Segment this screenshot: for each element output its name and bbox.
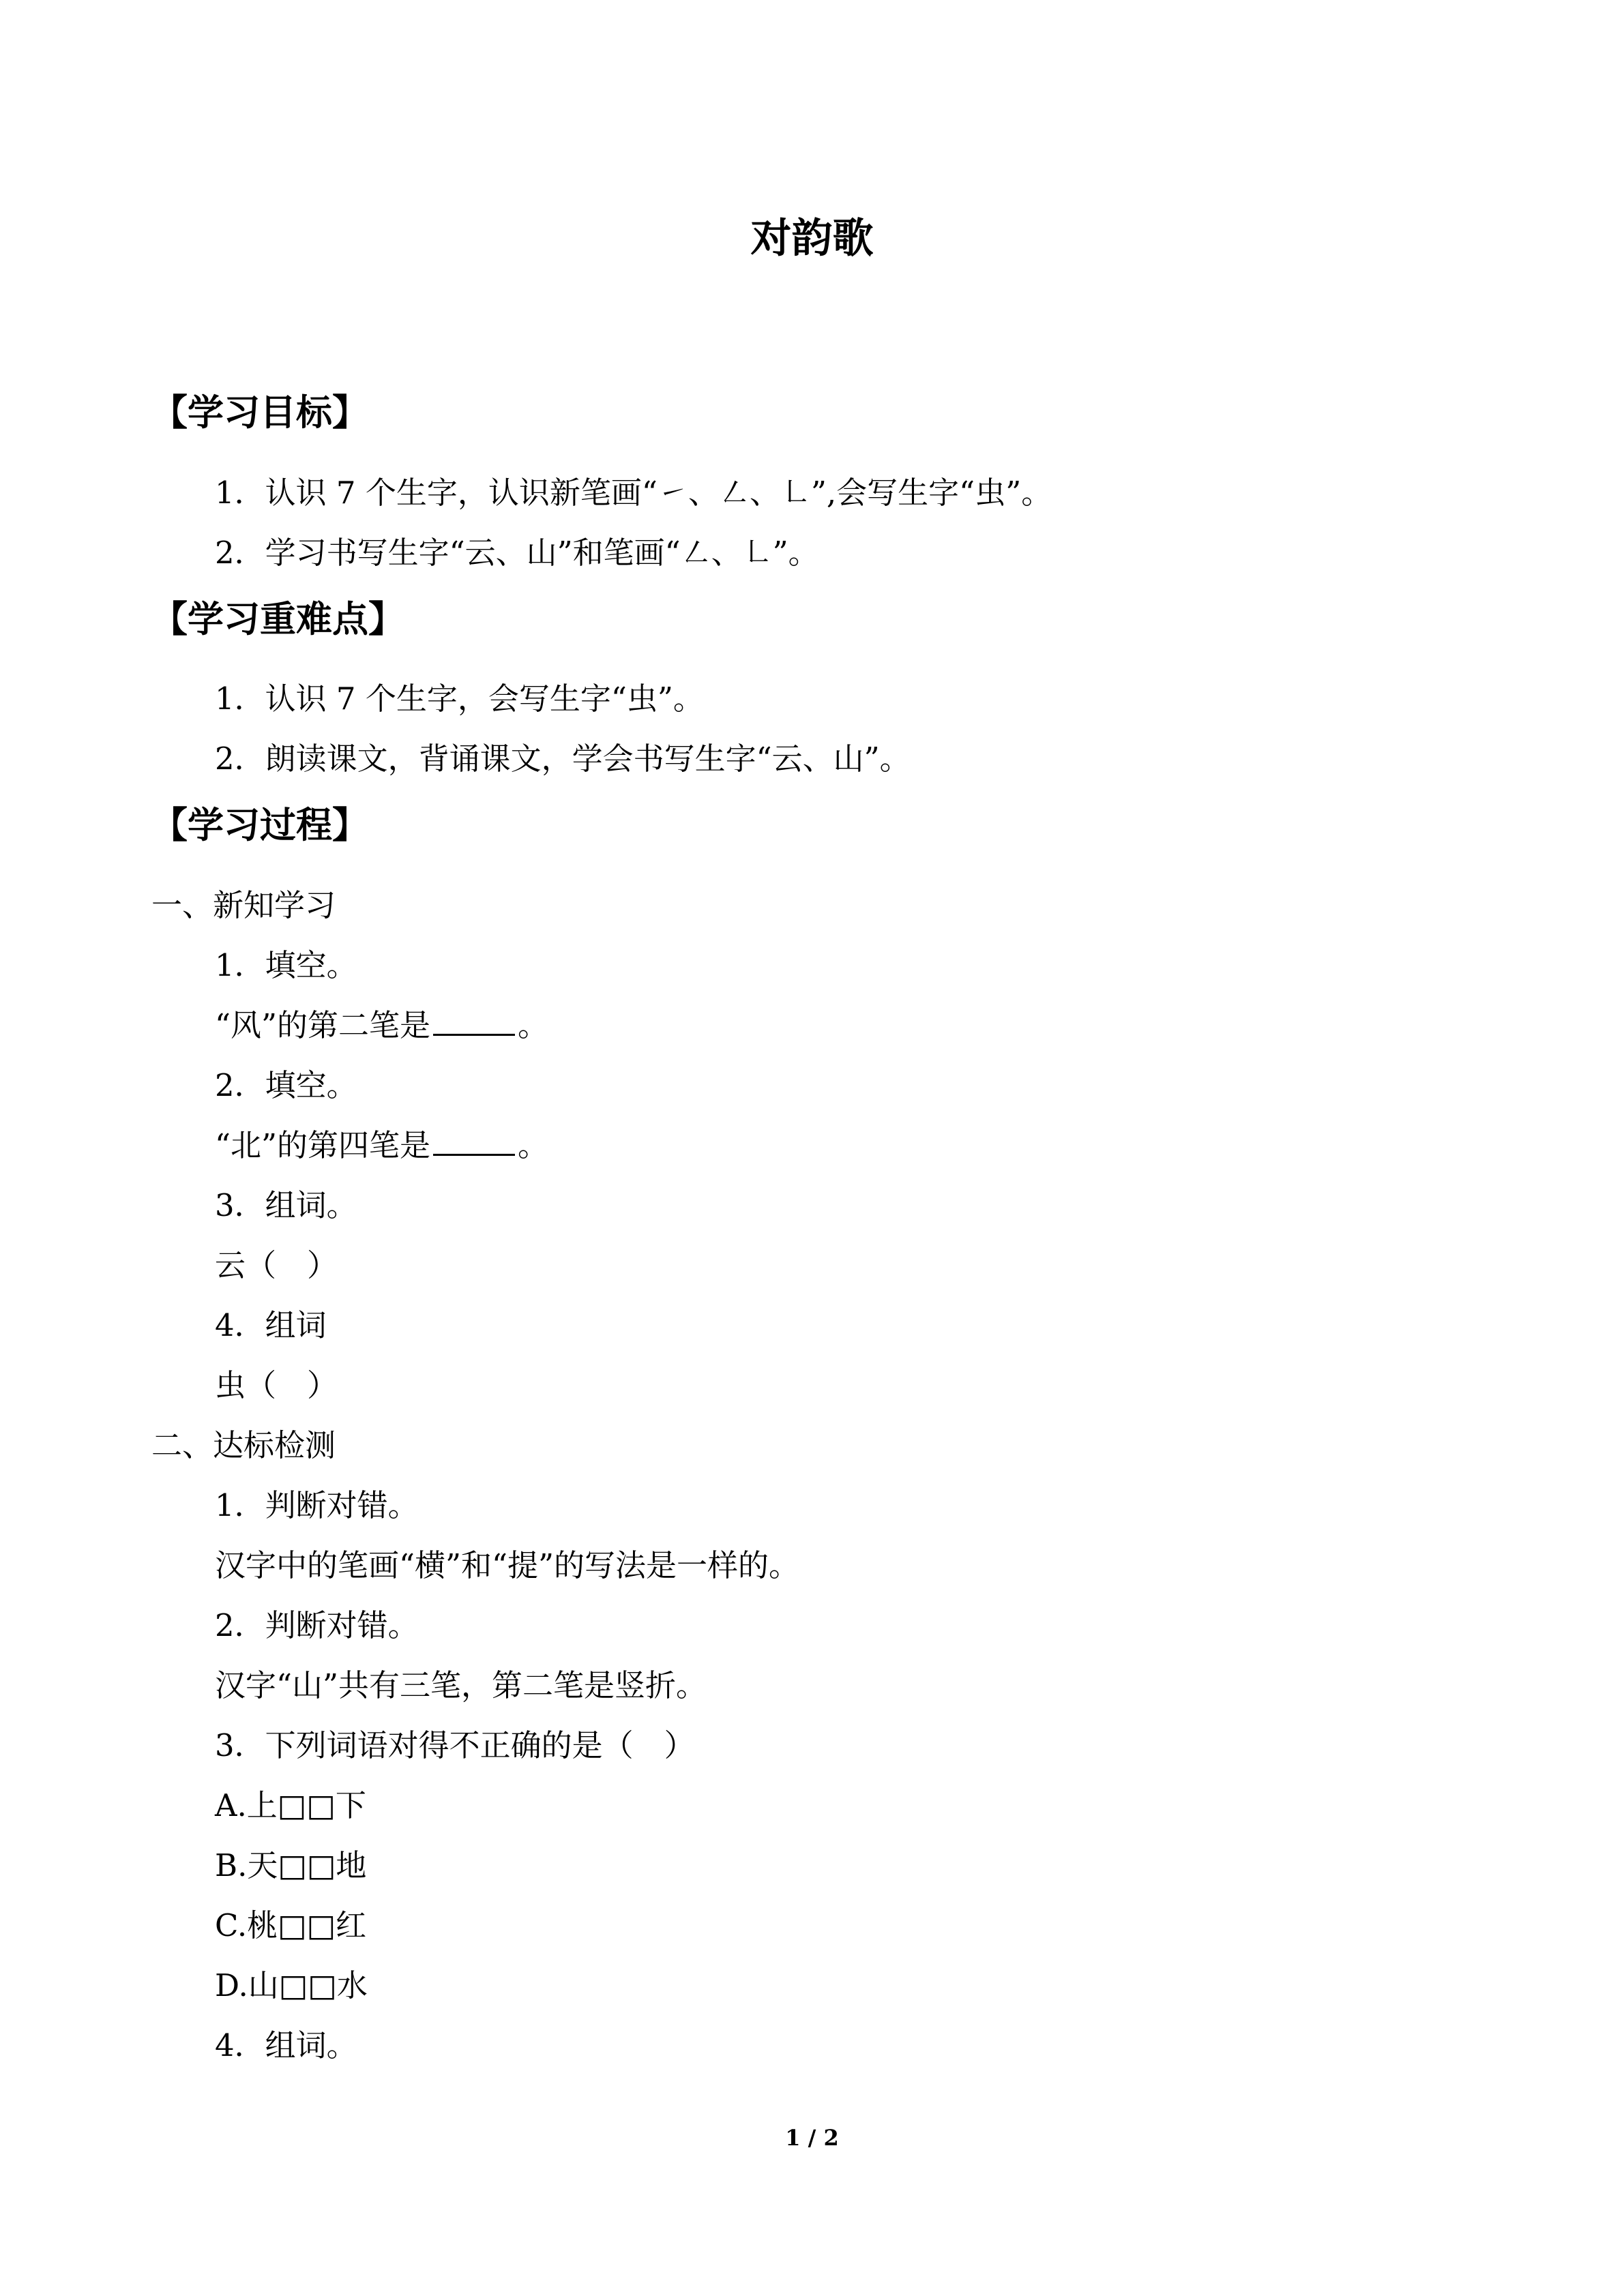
- part1-q4-text: 虫（ ）: [215, 1367, 338, 1403]
- part2-q2-text: 汉字“山”共有三笔，第二笔是竖折。: [215, 1667, 707, 1703]
- section-heading-key-points: 【学习重难点】: [151, 598, 404, 640]
- option-a: A.上□□下: [215, 1787, 366, 1823]
- part2-q2-label: 2．判断对错。: [215, 1607, 419, 1643]
- part2-q1-text: 汉字中的笔画“横”和“提”的写法是一样的。: [215, 1547, 800, 1583]
- part1-q4-label: 4．组词: [215, 1307, 327, 1343]
- key-point-item-2: 2．朗读课文，背诵课文，学会书写生字“云、山”。: [215, 741, 911, 777]
- part2-q1-label: 1．判断对错。: [215, 1487, 419, 1523]
- part1-q3-text: 云（ ）: [215, 1247, 338, 1283]
- part1-q2-prompt: “北”的第四笔是: [215, 1127, 431, 1163]
- page-number: 1 / 2: [785, 2125, 839, 2151]
- part1-q2-label: 2．填空。: [215, 1067, 357, 1103]
- page-title: 对韵歌: [750, 215, 874, 263]
- part1-q2-text: [215, 1122, 548, 1169]
- part2-q4-label: 4．组词。: [215, 2027, 357, 2063]
- option-c: C.桃□□红: [215, 1907, 367, 1943]
- goal-item-2: 2．学习书写生字“云、山”和笔画“㇜、㇗”。: [215, 535, 819, 571]
- part1-q1-text: [215, 1002, 548, 1049]
- part2-q3-label: 3．下列词语对得不正确的是（ ）: [215, 1727, 695, 1763]
- part1-q1-prompt: “风”的第二笔是: [215, 1007, 431, 1043]
- part1-label: 一、新知学习: [151, 887, 336, 923]
- part1-q1-end: 。: [518, 1007, 549, 1043]
- section-heading-process: 【学习过程】: [151, 804, 368, 846]
- option-d: D.山□□水: [215, 1967, 368, 2003]
- part1-q1-label: 1．填空。: [215, 947, 357, 983]
- answer-blank: [433, 1033, 515, 1036]
- part1-q3-label: 3．组词。: [215, 1187, 357, 1223]
- option-b: B.天□□地: [215, 1847, 367, 1883]
- part1-q2-end: 。: [518, 1127, 549, 1163]
- part2-label: 二、达标检测: [151, 1427, 336, 1463]
- key-point-item-1: 1．认识 7 个生字，会写生字“虫”。: [215, 681, 704, 717]
- goal-item-1: 1．认识 7 个生字，认识新笔画“㇀、㇜、㇗”,会写生字“虫”。: [215, 475, 1052, 511]
- section-heading-goals: 【学习目标】: [151, 391, 368, 434]
- answer-blank: [433, 1153, 515, 1156]
